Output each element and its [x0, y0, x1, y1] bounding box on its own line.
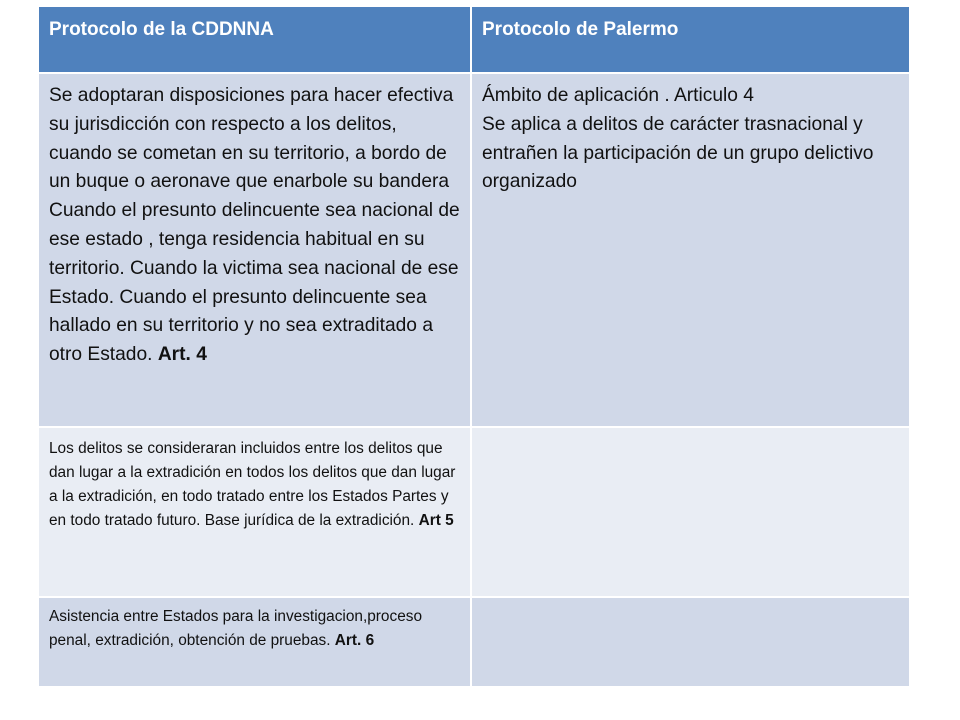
row3-right-cell [471, 597, 910, 687]
row2-left-cell [38, 427, 471, 597]
table-header-row [38, 6, 910, 73]
table-row [38, 427, 910, 597]
row3-left-text: Asistencia entre Estados para la investigacion,proceso penal, extradición, obtención de pruebas. [49, 608, 423, 649]
table-row [38, 73, 910, 427]
row3-left-article-ref: Art. 6 [334, 632, 375, 649]
header-cddnna: Protocolo de la CDDNNA [38, 6, 471, 73]
row1-right-scope-title: Ámbito de aplicación . Articulo 4 [482, 85, 754, 106]
row2-left-text: Los delitos se consideraran incluidos entre los delitos que dan lugar a la extradición en todos los delitos que dan lugar a la extradición, en todo tratado entre los Estados Partes y en todo tratado futuro. Base jurídica de la extradición. [49, 440, 456, 529]
row1-right-cell [471, 73, 910, 427]
row1-left-cell [38, 73, 471, 427]
header-palermo: Protocolo de Palermo [471, 6, 910, 73]
table-row [38, 597, 910, 687]
comparison-table [37, 5, 911, 688]
row1-left-text: Se adoptaran disposiciones para hacer efectiva su jurisdicción con respecto a los delitos, cuando se cometan en su territorio, a bordo de un buque o aeronave que enarbole su bandera Cuando el presunto delincuente sea nacional de ese estado , tenga residencia habitual en su territorio. Cuando la victima sea nacional de ese Estado. Cuando el presunto delincuente sea hallado en su territorio y no sea extraditado a otro Estado. [49, 85, 460, 366]
row2-left-article-ref: Art 5 [418, 512, 454, 529]
row1-right-scope-text: Se aplica a delitos de carácter trasnacional y entrañen la participación de un grupo delictivo organizado [482, 113, 874, 193]
row1-left-article-ref: Art. 4 [157, 344, 207, 366]
row2-right-cell [471, 427, 910, 597]
row3-left-cell [38, 597, 471, 687]
